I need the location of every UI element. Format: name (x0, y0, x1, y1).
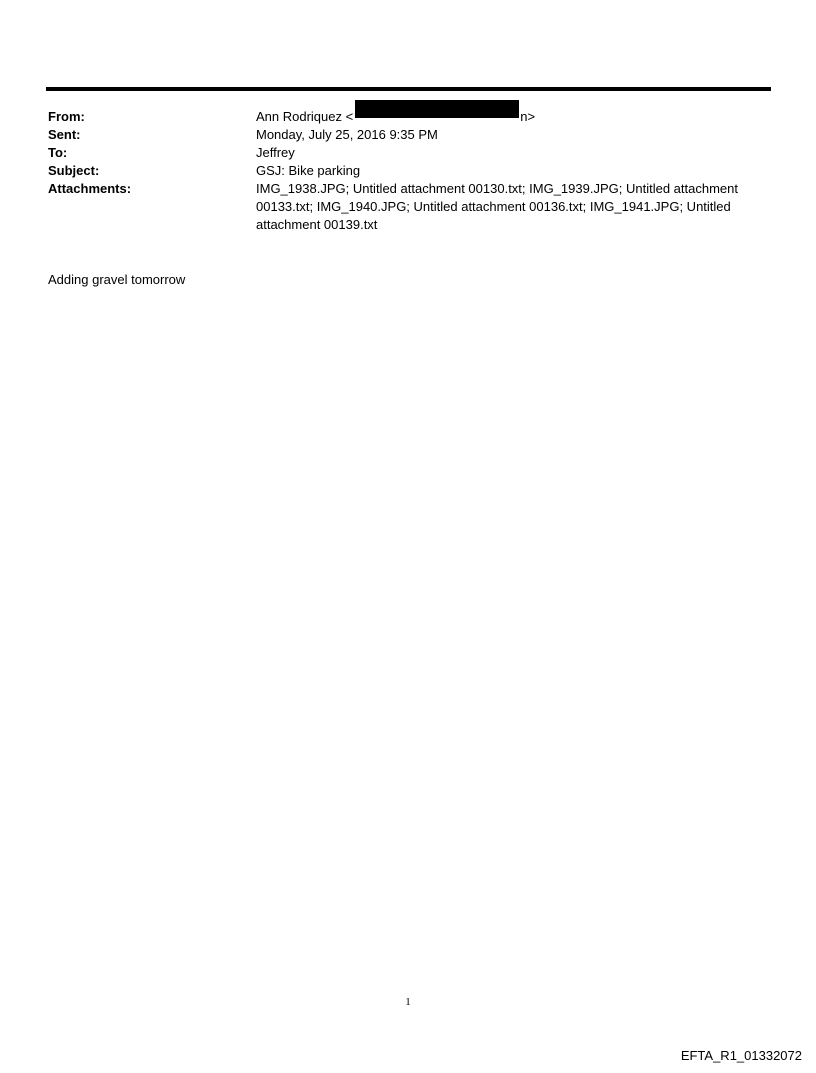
to-value: Jeffrey (256, 145, 295, 160)
attachments-value: IMG_1938.JPG; Untitled attachment 00130.txt; IMG_1939.JPG; Untitled attachment 00133.txt; IMG_1940.JPG; Untitled attachment 00136.txt; IMG_1941.JPG; Untitled attachment 00139.txt (256, 181, 738, 232)
document-id: EFTA_R1_01332072 (680, 1048, 802, 1063)
from-row (48, 108, 768, 126)
subject-value: GSJ: Bike parking (256, 163, 361, 178)
email-header (48, 108, 768, 234)
page-number: 1 (405, 996, 411, 1008)
attachments-row (48, 180, 768, 234)
attachments-label: Attachments: (48, 181, 132, 196)
from-label: From: (48, 109, 85, 124)
from-name: Ann Rodriquez (256, 109, 342, 124)
from-email-prefix: < (345, 109, 354, 124)
redaction-box (355, 100, 519, 118)
sent-label: Sent: (48, 127, 81, 142)
sent-value: Monday, July 25, 2016 9:35 PM (256, 127, 438, 142)
to-label: To: (48, 145, 68, 160)
to-row (48, 144, 768, 162)
subject-row (48, 162, 768, 180)
header-divider (46, 87, 771, 91)
from-value (256, 108, 768, 126)
sent-row (48, 126, 768, 144)
email-body: Adding gravel tomorrow (48, 272, 186, 287)
from-email-suffix: n> (520, 109, 536, 124)
subject-label: Subject: (48, 163, 100, 178)
